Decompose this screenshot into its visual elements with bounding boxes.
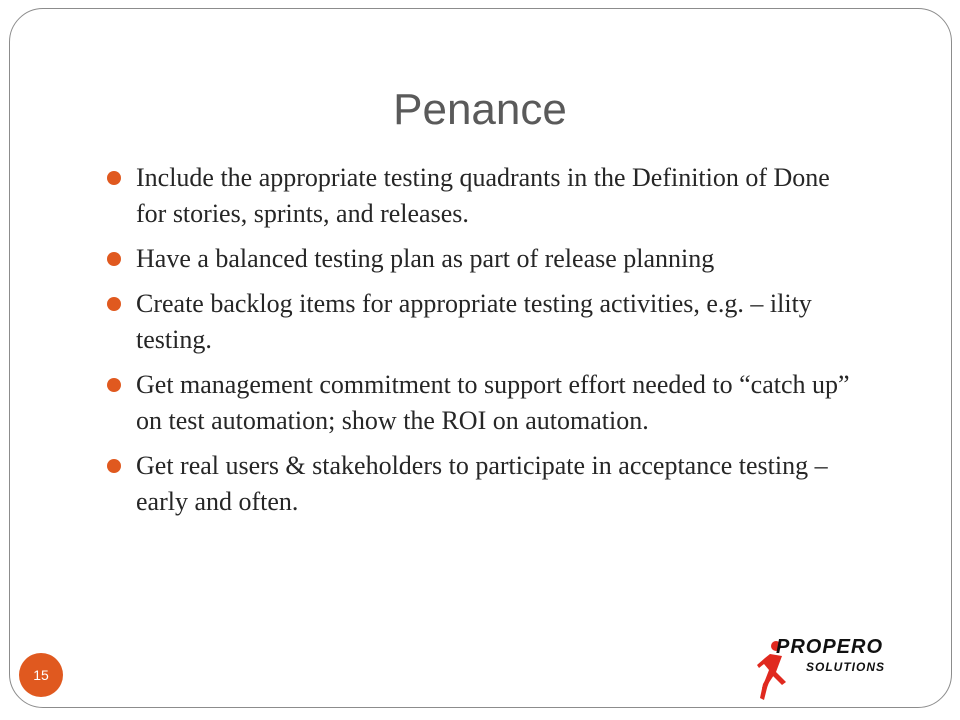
list-item [104, 448, 864, 520]
bullet-text: Create backlog items for appropriate testing activities, e.g. – ility testing. [136, 289, 812, 354]
bullet-icon [107, 252, 121, 266]
company-logo [756, 634, 916, 704]
logo-line-1: PROPERO [776, 636, 884, 658]
logo-line-2: SOLUTIONS [806, 660, 886, 674]
list-item [104, 160, 864, 232]
slide-title: Penance [393, 85, 567, 134]
bullet-list [104, 160, 864, 529]
bullet-icon [107, 297, 121, 311]
page-number: 15 [33, 667, 49, 683]
bullet-text: Have a balanced testing plan as part of release planning [136, 244, 715, 273]
page-number-badge [19, 653, 63, 697]
list-item [104, 367, 864, 439]
bullet-icon [107, 378, 121, 392]
bullet-icon [107, 171, 121, 185]
bullet-text: Get real users & stakeholders to participate in acceptance testing – early and often. [136, 451, 828, 516]
bullet-text: Get management commitment to support effort needed to “catch up” on test automation; show the ROI on automation. [136, 370, 850, 435]
bullet-text: Include the appropriate testing quadrants in the Definition of Done for stories, sprints, and releases. [136, 163, 830, 228]
list-item [104, 241, 864, 277]
bullet-icon [107, 459, 121, 473]
list-item [104, 286, 864, 358]
